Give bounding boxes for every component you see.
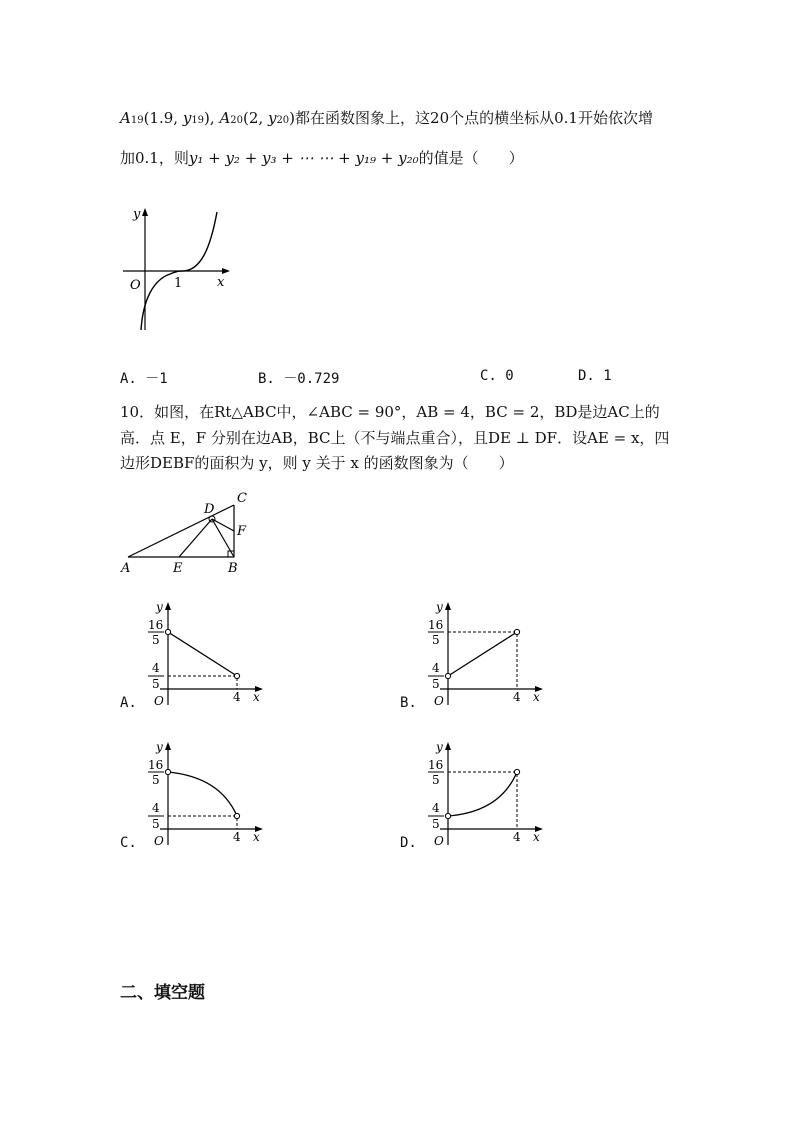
svg-text:4: 4	[233, 690, 241, 704]
section-heading: 二、填空题	[120, 983, 205, 1003]
q10-option-c-label[interactable]: C.	[120, 835, 137, 851]
q10-option-a-label[interactable]: A.	[120, 695, 137, 711]
q9-origin-label: O	[130, 278, 141, 293]
q10-line3: 边形DEBF的面积为 y，则 y 关于 x 的函数图象为（ ）	[120, 454, 514, 472]
q10-option-c-graph[interactable]	[140, 737, 280, 852]
svg-text:4: 4	[513, 690, 521, 704]
label-D: D	[204, 502, 215, 517]
svg-text:5: 5	[152, 773, 160, 787]
q10-line1: 10．如图，在Rt△ABC中，∠ABC = 90°，AB = 4，BC = 2，BD是边AC上的	[120, 403, 660, 421]
q10-option-b-label[interactable]: B.	[400, 695, 417, 711]
svg-text:y: y	[436, 740, 443, 754]
q9-function-graph	[115, 200, 245, 340]
svg-text:O: O	[154, 834, 164, 848]
svg-text:5: 5	[432, 773, 440, 787]
svg-text:16: 16	[428, 618, 444, 632]
svg-text:4: 4	[233, 830, 241, 844]
svg-text:4: 4	[152, 661, 160, 675]
q9-x-label: x	[217, 275, 225, 290]
svg-text:5: 5	[152, 677, 160, 691]
svg-text:4: 4	[152, 801, 160, 815]
q9-tick-1: 1	[174, 276, 183, 291]
q9-line1: A19(1.9, y19), A20(2, y20)都在函数图象上，这20个点的横坐标从0.1开始依次增	[120, 109, 653, 127]
svg-text:O: O	[434, 834, 444, 848]
q9-option-b[interactable]: B. －0.729	[258, 371, 340, 387]
q10-option-b-graph[interactable]	[420, 597, 560, 712]
svg-text:O: O	[434, 694, 444, 708]
q10-line2: 高．点 E，F 分别在边AB，BC上（不与端点重合），且DE ⊥ DF．设AE = x，四	[120, 429, 670, 447]
svg-text:4: 4	[513, 830, 521, 844]
svg-text:5: 5	[432, 817, 440, 831]
svg-text:y: y	[156, 600, 163, 614]
label-C: C	[237, 491, 247, 506]
svg-text:5: 5	[432, 633, 440, 647]
svg-text:16: 16	[428, 758, 444, 772]
svg-text:x: x	[253, 690, 260, 704]
q10-option-a-graph[interactable]	[140, 597, 280, 712]
label-B: B	[228, 561, 238, 576]
q9-option-c[interactable]: C. 0	[480, 368, 514, 384]
svg-text:5: 5	[432, 677, 440, 691]
svg-text:y: y	[156, 740, 163, 754]
svg-text:x: x	[533, 690, 540, 704]
svg-text:4: 4	[432, 801, 440, 815]
q10-option-d-graph[interactable]	[420, 737, 560, 852]
q9-option-d[interactable]: D. 1	[578, 368, 612, 384]
q9-y-label: y	[133, 207, 141, 222]
svg-text:x: x	[533, 830, 540, 844]
svg-text:5: 5	[152, 817, 160, 831]
svg-text:O: O	[154, 694, 164, 708]
q9-line2: 加0.1，则y₁ + y₂ + y₃ + ⋯ ⋯ + y₁₉ + y₂₀的值是（ ）	[120, 149, 524, 167]
q9-option-a[interactable]: A. －1	[120, 371, 168, 387]
svg-text:x: x	[253, 830, 260, 844]
label-F: F	[237, 524, 247, 539]
svg-text:y: y	[436, 600, 443, 614]
svg-text:16: 16	[148, 618, 164, 632]
label-E: E	[173, 561, 183, 576]
q10-triangle-figure	[115, 487, 265, 577]
svg-text:16: 16	[148, 758, 164, 772]
svg-text:4: 4	[432, 661, 440, 675]
label-A: A	[121, 561, 131, 576]
svg-text:5: 5	[152, 633, 160, 647]
q10-option-d-label[interactable]: D.	[400, 835, 417, 851]
